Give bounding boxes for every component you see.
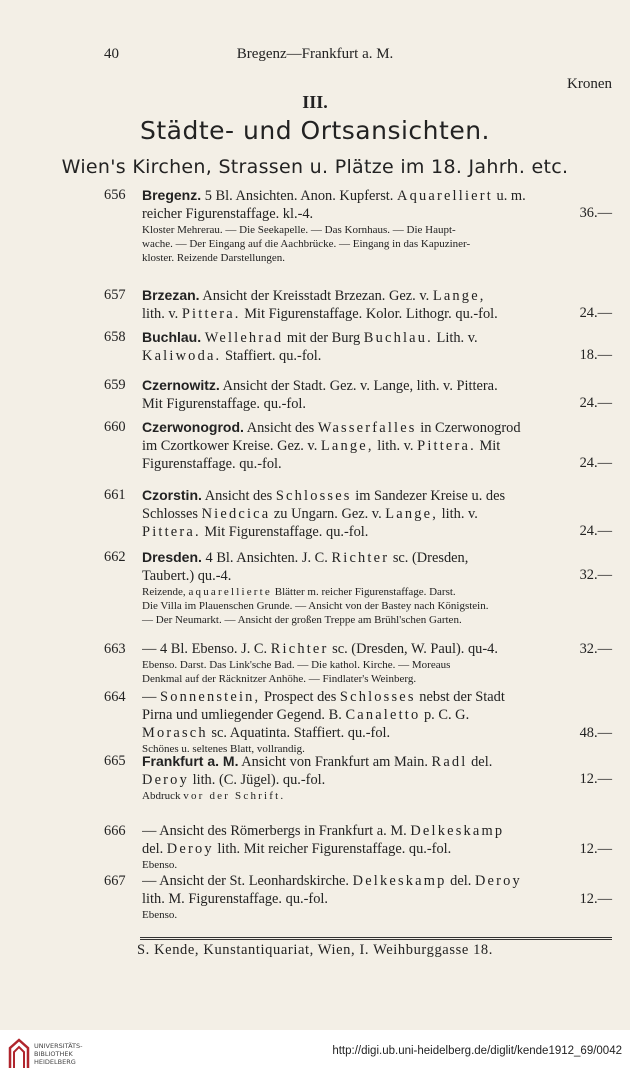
footer-imprint: S. Kende, Kunstantiquariat, Wien, I. Weihburggasse 18. — [136, 942, 494, 958]
entry-description — [142, 286, 572, 323]
entry-number: 666 — [104, 823, 126, 839]
entry-line: Czernowitz. Ansicht der Stadt. Gez. v. Lange, lith. v. Pittera. — [142, 377, 498, 394]
entry-number: 658 — [104, 329, 126, 345]
entry-number: 657 — [104, 287, 126, 303]
entry-price: 24.— — [579, 523, 612, 539]
entry-line: im Czortkower Kreise. Gez. v. Lange, lith. v. Pittera. Mit — [142, 438, 501, 454]
entry-line: lith. v. Pittera. Mit Figurenstaffage. Kolor. Lithogr. qu.-fol. — [142, 306, 498, 322]
page-number: 40 — [104, 46, 119, 62]
library-logo-icon — [8, 1038, 30, 1070]
entry-note: — Der Neumarkt. — Ansicht der großen Treppe am Brühl'schen Garten. — [142, 614, 462, 626]
entry-line: Kaliwoda. Staffiert. qu.-fol. — [142, 348, 322, 364]
entry-line: — Ansicht der St. Leonhardskirche. Delkeskamp del. Deroy — [142, 873, 522, 889]
entry-description — [142, 486, 572, 541]
entry-price: 12.— — [579, 891, 612, 907]
entry-line: Buchlau. Wellehrad mit der Burg Buchlau. Lith. v. — [142, 329, 478, 346]
entry-line: Taubert.) qu.-4. — [142, 568, 232, 584]
entry-number: 660 — [104, 419, 126, 435]
entry-note: Ebenso. Darst. Das Link'sche Bad. — Die kathol. Kirche. — Moreaus — [142, 659, 451, 671]
entry-price: 24.— — [579, 455, 612, 471]
entry-price: 18.— — [579, 347, 612, 363]
entry-line: Pittera. Mit Figurenstaffage. qu.-fol. — [142, 524, 369, 540]
section-numeral: III. — [302, 92, 328, 112]
entry-price: 36.— — [579, 205, 612, 221]
entry-number: 659 — [104, 377, 126, 393]
entry-line: Frankfurt a. M. Ansicht von Frankfurt am Main. Radl del. — [142, 753, 493, 770]
entry-price: 12.— — [579, 771, 612, 787]
entry-line: — Ansicht des Römerbergs in Frankfurt a. M. Delkeskamp — [142, 823, 505, 839]
entry-line: Pirna und umliegender Gegend. B. Canaletto p. C. G. — [142, 707, 470, 723]
entry-number: 662 — [104, 549, 126, 565]
section-subtitle: Wien's Kirchen, Strassen u. Plätze im 18. Jahrh. etc. — [61, 156, 569, 178]
entry-note: Ebenso. — [142, 859, 178, 871]
entry-price: 32.— — [579, 641, 612, 657]
entry-description — [142, 640, 572, 686]
entry-note: Schönes u. seltenes Blatt, vollrandig. — [142, 743, 305, 755]
entry-description — [142, 872, 572, 922]
footer-rule — [140, 937, 612, 940]
entry-note: Denkmal auf der Räcknitzer Anhöhe. — Findlater's Weinberg. — [142, 673, 417, 685]
entry-line: Mit Figurenstaffage. qu.-fol. — [142, 396, 306, 412]
entry-line: Deroy lith. (C. Jügel). qu.-fol. — [142, 772, 326, 788]
library-logo-text: UNIVERSITÄTS- BIBLIOTHEK HEIDELBERG — [34, 1042, 83, 1066]
entry-line: Czerwonogrod. Ansicht des Wasserfalles in Czerwonogrod — [142, 419, 521, 436]
entry-line: Bregenz. 5 Bl. Ansichten. Anon. Kupferst. Aquarelliert u. m. — [142, 187, 526, 204]
entry-price: 32.— — [579, 567, 612, 583]
entry-line: — Sonnenstein, Prospect des Schlosses nebst der Stadt — [142, 689, 505, 705]
entry-number: 664 — [104, 689, 126, 705]
entry-description — [142, 328, 572, 365]
entry-price: 24.— — [579, 395, 612, 411]
entry-description — [142, 688, 572, 756]
entry-line: — 4 Bl. Ebenso. J. C. Richter sc. (Dresden, W. Paul). qu-4. — [142, 641, 498, 657]
entry-description — [142, 822, 572, 872]
entry-line: Schlosses Niedcica zu Ungarn. Gez. v. Lange, lith. v. — [142, 506, 478, 522]
entry-note: wache. — Der Eingang auf die Aachbrücke. — Eingang in das Kapuziner- — [142, 238, 471, 250]
entry-line: Brzezan. Ansicht der Kreisstadt Brzezan. Gez. v. Lange, — [142, 287, 486, 304]
entry-line: Dresden. 4 Bl. Ansichten. J. C. Richter sc. (Dresden, — [142, 549, 469, 566]
entry-line: Czorstin. Ansicht des Schlosses im Sandezer Kreise u. des — [142, 487, 506, 504]
entry-number: 667 — [104, 873, 126, 889]
source-url[interactable]: http://digi.ub.uni-heidelberg.de/diglit/kende1912_69/0042 — [332, 1045, 622, 1057]
entry-line: Morasch sc. Aquatinta. Staffiert. qu.-fol. — [142, 725, 391, 741]
entry-number: 663 — [104, 641, 126, 657]
entry-description — [142, 376, 572, 413]
entry-description — [142, 418, 572, 473]
entry-description — [142, 752, 572, 803]
entry-note: Abdruck vor der Schrift. — [142, 790, 286, 802]
section-title: Städte- und Ortsansichten. — [140, 116, 490, 145]
entry-number: 656 — [104, 187, 126, 203]
entry-description — [142, 186, 572, 265]
entry-line: del. Deroy lith. Mit reicher Figurenstaffage. qu.-fol. — [142, 841, 452, 857]
entry-price: 24.— — [579, 305, 612, 321]
entry-note: kloster. Reizende Darstellungen. — [142, 252, 285, 264]
entry-number: 665 — [104, 753, 126, 769]
entry-note: Kloster Mehrerau. — Die Seekapelle. — Das Kornhaus. — Die Haupt- — [142, 224, 456, 236]
currency-label: Kronen — [567, 76, 612, 92]
entry-line: Figurenstaffage. qu.-fol. — [142, 456, 282, 472]
entry-description — [142, 548, 572, 627]
entry-price: 12.— — [579, 841, 612, 857]
entry-note: Reizende, aquarellierte Blätter m. reicher Figurenstaffage. Darst. — [142, 586, 456, 598]
entry-note: Ebenso. — [142, 909, 178, 921]
entry-line: lith. M. Figurenstaffage. qu.-fol. — [142, 891, 328, 907]
entry-note: Die Villa im Plauenschen Grunde. — Ansicht von der Bastey nach Königstein. — [142, 600, 489, 612]
entry-number: 661 — [104, 487, 126, 503]
running-title: Bregenz—Frankfurt a. M. — [236, 46, 394, 62]
entry-line: reicher Figurenstaffage. kl.-4. — [142, 206, 314, 222]
entry-price: 48.— — [579, 725, 612, 741]
